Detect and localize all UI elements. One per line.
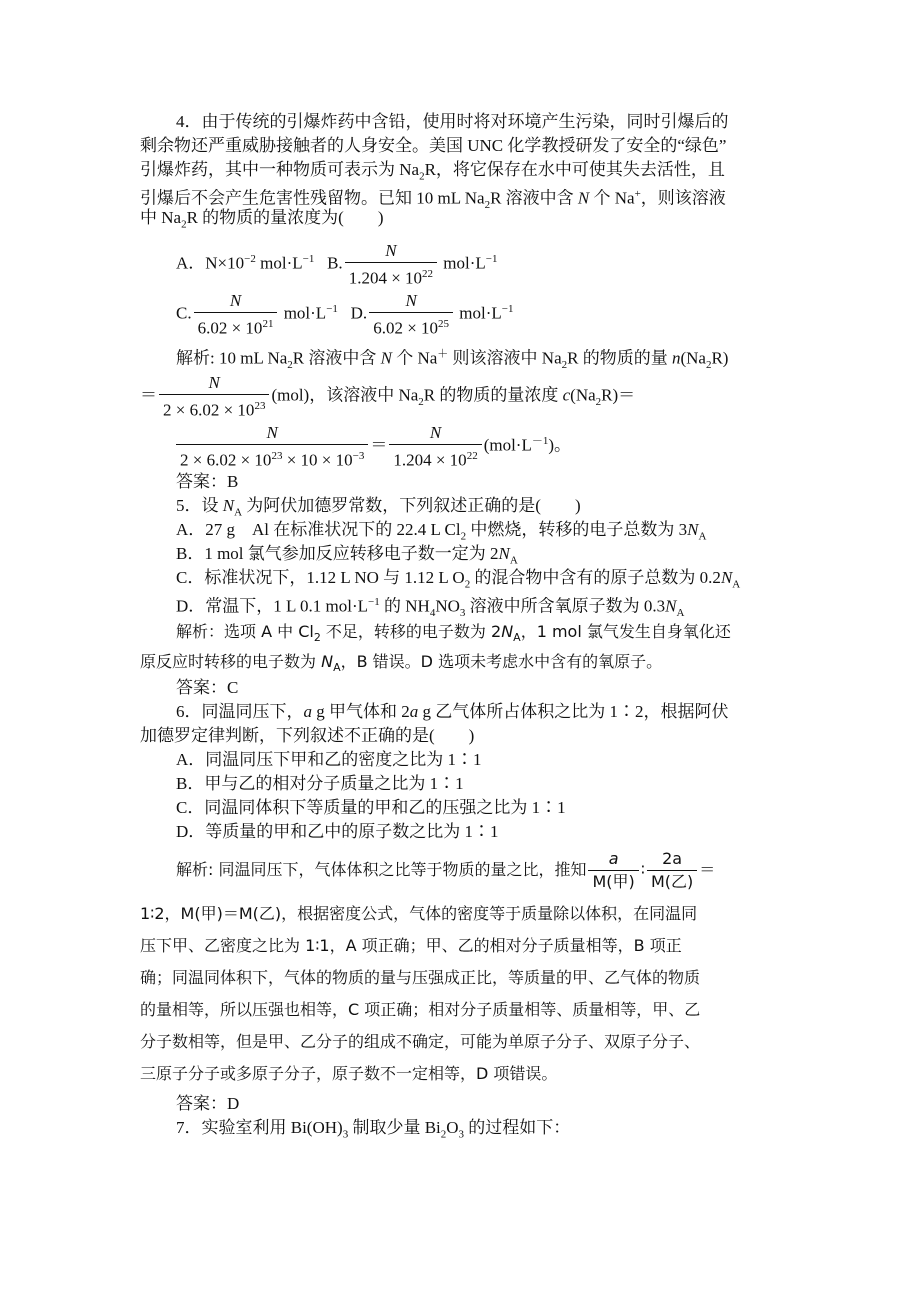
q6-answer: 答案：D xyxy=(176,1094,240,1113)
q4-line-2: 剩余物还严重威胁接触者的人身安全。美国 UNC 化学教授研发了安全的“绿色” xyxy=(140,136,727,155)
q5-option-c: C．标准状况下，1.12 L NO 与 1.12 L $O_2$ 的混合物中含有的原子总数为 $0.2N_A$ xyxy=(176,568,741,591)
q5-analysis-1: 解析：选项 A 中 $Cl_2$ 不足，转移的电子数为 $2N_A$，1 mol 氯气发生自身氧化还 xyxy=(176,622,731,645)
q5-option-b: B．1 mol 氯气参加反应转移电子数一定为 $2N_A$ xyxy=(176,544,518,567)
q6-analysis-4: 确；同温同体积下，气体的物质的量与压强成正比，等质量的甲、乙气体的物质 xyxy=(140,968,701,987)
q6-analysis-2: 1∶2，M(甲)＝M(乙)，根据密度公式，气体的密度等于质量除以体积，在同温同 xyxy=(140,904,698,923)
q6-fraction-1: $\frac{a}{\text{M(甲)}}$ xyxy=(588,848,638,893)
option-c-fraction: $\frac{N}{6.02 \times 10^{21}}$ xyxy=(194,290,278,340)
q6-analysis-3: 压下甲、乙密度之比为 1∶1，A 项正确；甲、乙的相对分子质量相等，B 项正 xyxy=(140,936,682,955)
q4-line-5: 中 $Na_2R$ 的物质的量浓度为( ) xyxy=(140,208,384,231)
q6-option-d: D．等质量的甲和乙中的原子数之比为 1∶1 xyxy=(176,822,499,841)
q5-answer: 答案：C xyxy=(176,678,239,697)
q6-stem-2: 加德罗定律判断，下列叙述不正确的是( ) xyxy=(140,726,475,745)
q6-analysis-5: 的量相等，所以压强也相等，C 项正确；相对分子质量相等、质量相等，甲、乙 xyxy=(140,1000,701,1019)
q4-analysis-3: $\frac{N}{2 \times 6.02 \times 10^{23} \times 10 \times 10^{-3}}$ ＝ $\frac{N}{1.204 \times 10^{22}}$ $(mol\cdot L^{-1})$。 xyxy=(174,422,571,472)
q6-stem-1: 6．同温同压下，a g 甲气体和 2a g 乙气体所占体积之比为 1∶2，根据阿伏 xyxy=(176,702,729,721)
q4-analysis-2: ＝ $\frac{N}{2 \times 6.02 \times 10^{23}}$ (mol)，该溶液中 $Na_2R$ 的物质的量浓度 $c(Na_2R)=$ xyxy=(140,373,636,420)
q4-line-1: 4．由于传统的引爆炸药中含铅，使用时将对环境产生污染，同时引爆后的 xyxy=(176,112,729,131)
option-d-fraction: $\frac{N}{6.02 \times 10^{25}}$ xyxy=(369,290,453,340)
q4-analysis-1: 解析: 10 mL $Na_2R$ 溶液中含 N 个 Na＋ 则该溶液中 $Na_2R$ 的物质的量 $n(Na_2R)$ xyxy=(176,348,729,372)
option-b-fraction: $\frac{N}{1.204 \times 10^{22}}$ xyxy=(345,240,437,290)
q5-stem: 5．设 $N_A$ 为阿伏加德罗常数，下列叙述正确的是( ) xyxy=(176,496,581,519)
q4-options-ab: A．$N\times 10^{-2}$ $mol\cdot L^{-1}$ B. $\frac{N}{1.204 \times 10^{22}}$ $mol\cdot L^{-1}$ xyxy=(176,241,498,288)
q6-fraction-2: $\frac{2a}{\text{M(乙)}}$ xyxy=(647,848,697,893)
analysis-fraction-3: $\frac{N}{1.204 \times 10^{22}}$ xyxy=(389,422,481,472)
q6-option-a: A．同温同压下甲和乙的密度之比为 1∶1 xyxy=(176,750,482,769)
q6-option-c: C．同温同体积下等质量的甲和乙的压强之比为 1∶1 xyxy=(176,798,566,817)
analysis-fraction-2: $\frac{N}{2 \times 6.02 \times 10^{23} \times 10 \times 10^{-3}}$ xyxy=(176,422,368,472)
q5-option-a: A．27 g Al 在标准状况下的 22.4 L $Cl_2$ 中燃烧，转移的电子总数为 $3N_A$ xyxy=(176,520,707,543)
q4-options-cd: C. $\frac{N}{6.02 \times 10^{21}}$ $mol\cdot L^{-1}$ D. $\frac{N}{6.02 \times 10^{25}}$ $mol\cdot L^{-1}$ xyxy=(176,291,514,338)
q6-option-b: B．甲与乙的相对分子质量之比为 1∶1 xyxy=(176,774,464,793)
q5-option-d: D．常温下，1 L 0.1 $mol\cdot L^{-1}$ 的 $NH_4NO_3$ 溶液中所含氧原子数为 $0.3N_A$ xyxy=(176,596,685,620)
q4-line-4: 引爆后不会产生危害性残留物。已知 10 mL $Na_2R$ 溶液中含 N 个 Na+，则该溶液 xyxy=(140,188,726,212)
q4-answer: 答案：B xyxy=(176,472,239,491)
analysis-fraction-1: $\frac{N}{2 \times 6.02 \times 10^{23}}$ xyxy=(159,372,269,422)
q6-analysis-7: 三原子分子或多原子分子，原子数不一定相等，D 项错误。 xyxy=(140,1064,558,1083)
q6-analysis-6: 分子数相等，但是甲、乙分子的组成不确定，可能为单原子分子、双原子分子、 xyxy=(140,1032,701,1051)
q5-analysis-2: 原反应时转移的电子数为 $N_A$，B 错误。D 选项未考虑水中含有的氧原子。 xyxy=(140,652,663,675)
q6-analysis-1: 解析: 同温同压下，气体体积之比等于物质的量之比，推知 $\frac{a}{\text{M(甲)}}$ ∶ $\frac{2a}{\text{M(乙)}}$ ＝ xyxy=(176,849,716,891)
q7-stem: 7．实验室利用 $Bi(OH)_3$ 制取少量 $Bi_2O_3$ 的过程如下： xyxy=(176,1118,571,1141)
q4-line-3: 引爆炸药，其中一种物质可表示为 $Na_2R$，将它保存在水中可使其失去活性，且 xyxy=(140,160,725,183)
